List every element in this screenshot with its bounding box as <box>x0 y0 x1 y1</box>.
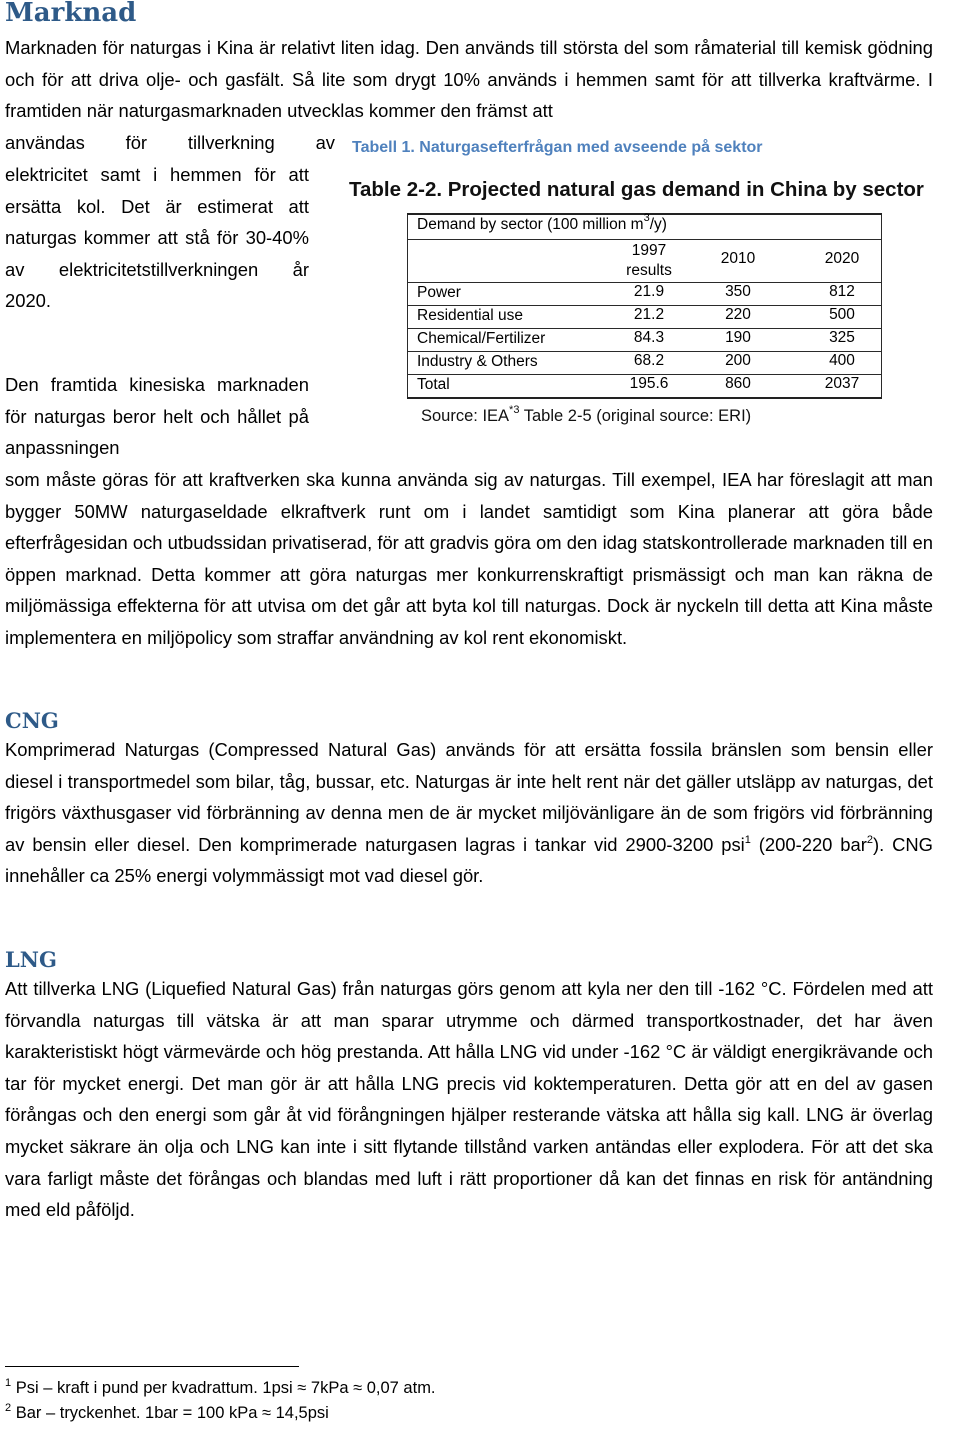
sector-cell: Residential use <box>417 307 523 324</box>
value-2010-cell: 860 <box>725 375 751 392</box>
demand-table <box>407 213 882 399</box>
table-caption: Tabell 1. Naturgasefterfrågan med avseende på sektor <box>352 139 763 156</box>
marknad-wrap-end: 2020. <box>5 290 52 312</box>
table-header-row <box>407 213 882 240</box>
value-2020-cell: 2037 <box>824 375 860 392</box>
col-1997-year: 1997 <box>631 242 667 259</box>
source-text-pre: Source: IEA <box>421 407 510 425</box>
marknad-paragraph-2-rest: som måste göras för att kraftverken ska kunna använda sig av naturgas. Till exempel, IEA har föreslagit att man bygger 50MW naturgaseldade elkraftverk runt om i landet samtidigt som Kina planerar att göra både efterfrågesidan och utbudssidan privatiserad, för att gradvis göra om den idag statskontrollerade marknaden till en öppen marknad. Detta kommer att göra naturgas mer konkurrenskraftigt prismässigt och man kan räkna de miljömässiga effekterna för att utvisa om det går att byta kol till naturgas. Dock är nyckeln till detta att Kina måste implementera en miljöpolicy som straffar användning av kol rent ekonomiskt. <box>5 469 933 648</box>
cng-paragraph <box>5 734 933 892</box>
value-2020-cell: 812 <box>829 283 855 300</box>
sector-cell: Chemical/Fertilizer <box>417 330 546 347</box>
value-2010-cell: 350 <box>725 283 751 300</box>
table-row <box>407 283 882 306</box>
col-2020: 2020 <box>824 250 860 267</box>
value-2010-cell: 200 <box>725 352 751 369</box>
value-2010-cell: 220 <box>725 306 751 323</box>
footnote-ref-1[interactable]: 1 <box>744 833 751 846</box>
header-unit-tail: /y) <box>649 216 667 233</box>
footnote-separator <box>5 1366 299 1367</box>
marknad-paragraph-2-wrap: Den framtida kinesiska marknaden för naturgas beror helt och hållet på anpassningen <box>5 374 309 459</box>
table-row <box>407 329 882 352</box>
footnote-1-number: 1 <box>5 1377 12 1389</box>
value-1997-cell: 68.2 <box>633 352 665 369</box>
footnote-ref-2[interactable]: 2 <box>866 833 873 846</box>
value-1997-cell: 195.6 <box>629 375 669 392</box>
cng-text-1: Komprimerad Naturgas (Compressed Natural Gas) används för att ersätta fossila bränslen som bensin eller diesel i transportmedel som bilar, tåg, bussar, etc. Naturgas är inte helt rent när det gäller utsläpp av naturgas, det frigörs växthusgaser vid förbränning av denna men de är mycket miljövänligare än de som frigörs vid förbränning av bensin eller diesel. Den komprimerade naturgasen lagras i tankar vid 2900-3200 psi <box>5 739 933 855</box>
footnote-1-text: Psi – kraft i pund per kvadrattum. 1psi ≈ 7kPa ≈ 0,07 atm. <box>11 1379 436 1397</box>
value-2020-cell: 500 <box>829 306 855 323</box>
marknad-wrap-text <box>5 159 309 317</box>
sector-cell: Industry & Others <box>417 353 538 370</box>
table-row-total <box>407 375 882 399</box>
col-2010: 2010 <box>720 250 756 267</box>
table-row <box>407 352 882 375</box>
value-2010-cell: 190 <box>725 329 751 346</box>
footnote-2 <box>5 1404 329 1423</box>
table-source <box>421 404 752 426</box>
header-label-text: Demand by sector (100 million m <box>417 216 644 233</box>
table-row <box>407 306 882 329</box>
value-1997-cell: 21.9 <box>633 283 665 300</box>
footnote-1 <box>5 1379 436 1398</box>
source-text-post: Table 2-5 (original source: ERI) <box>519 407 752 425</box>
value-1997-cell: 21.2 <box>633 306 665 323</box>
cng-text-2: (200-220 bar <box>750 833 867 855</box>
footnote-2-text: Bar – tryckenhet. 1bar = 100 kPa ≈ 14,5psi <box>11 1404 329 1422</box>
col-1997-results: results <box>626 262 672 279</box>
cng-text-3: ). CNG innehåller ca 25% energi volymmässigt mot vad diesel gör. <box>5 833 933 887</box>
sector-cell: Power <box>417 284 461 301</box>
marknad-wrap-body: elektricitet samt i hemmen för att ersätta kol. Det är estimerat att naturgas kommer att stå för 30-40% av elektricitetstillverkningen år <box>5 164 309 280</box>
value-1997-cell: 84.3 <box>633 329 665 346</box>
marknad-paragraph-intro: Marknaden för naturgas i Kina är relativt liten idag. Den används till största del som råmaterial till kemisk gödning och för att driva olje- och gasfält. Så lite som drygt 10% används i hemmen samt för att tillverka kraftvärme. I framtiden när naturgasmarknaden utvecklas kommer den främst att <box>5 37 933 122</box>
value-2020-cell: 325 <box>829 329 855 346</box>
heading-cng: CNG <box>5 708 59 733</box>
table-header-label <box>417 212 667 234</box>
header-unit-sup: 3 <box>643 212 650 224</box>
table-year-row <box>407 240 882 283</box>
heading-marknad: Marknad <box>5 0 137 28</box>
col-1997 <box>609 241 689 281</box>
lng-paragraph: Att tillverka LNG (Liquefied Natural Gas) från naturgas görs genom att kyla ner den till -162 °C. Fördelen med att förvandla naturgas till vätska är att man sparar utrymme och därmed transportkostnader, det har även karakteristiskt högt värmevärde och hög prestanda. Att hålla LNG vid under -162 °C är väldigt energikrävande och tar för mycket energi. Det man gör är att hålla LNG precis vid koktemperaturen. Detta gör att en del av gasen förångas och den energi som går åt vid förångningen hjälper resterande vätska att hålla sig kall. LNG är överlag mycket säkrare än olja och LNG kan inte i sitt flytande tillstånd varken antändas eller explodera. För att det ska vara farligt måste det förångas och blandas med luft i rätt proportioner då kan det finnas en risk för antändning med eld påföljd. <box>5 978 933 1221</box>
value-2020-cell: 400 <box>829 352 855 369</box>
sector-cell: Total <box>417 376 450 393</box>
footnote-2-number: 2 <box>5 1402 12 1414</box>
source-sup: *3 <box>509 404 520 416</box>
table-title: Table 2-2. Projected natural gas demand in China by sector <box>349 178 924 201</box>
heading-lng: LNG <box>5 947 57 972</box>
marknad-wrap-line-1: användas för tillverkning av <box>5 132 335 153</box>
